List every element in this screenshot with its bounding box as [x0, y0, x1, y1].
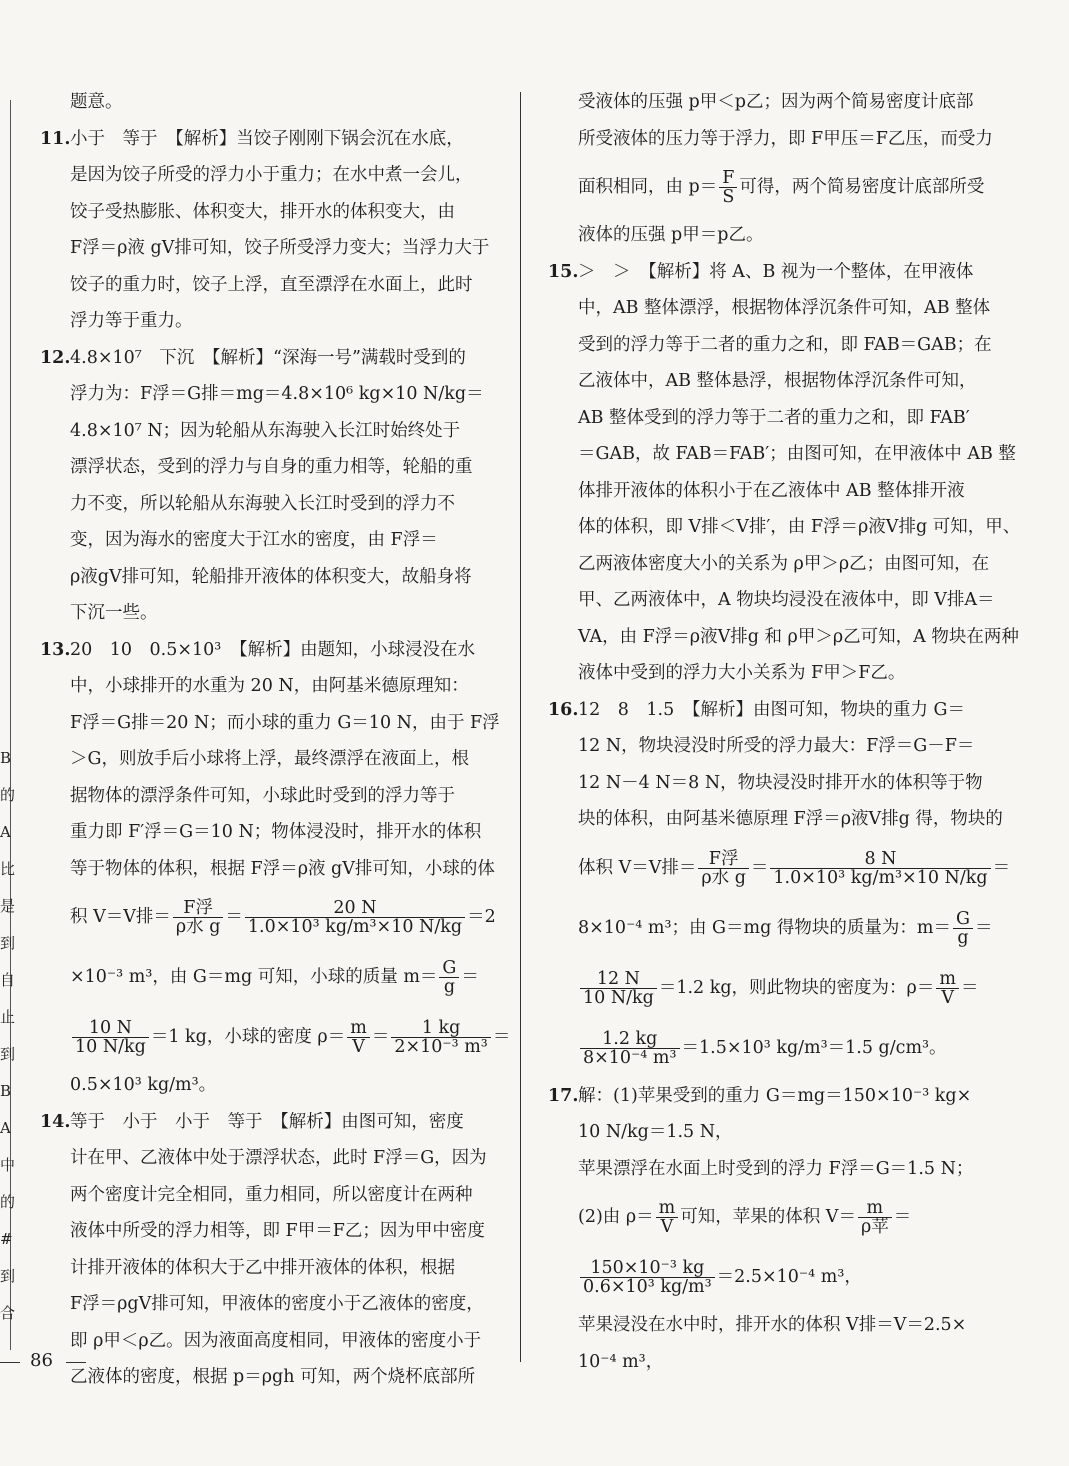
text-line: 变，因为海水的密度大于江水的密度，由 F浮＝ [70, 530, 438, 550]
denominator: V [660, 1217, 674, 1237]
text-line: 题意。 [70, 92, 123, 112]
text-line: 体排开液体的体积小于在乙液体中 AB 整体排开液 [578, 480, 965, 501]
numerator: 150×10⁻³ kg [580, 1259, 715, 1278]
formula-line [40, 1007, 510, 1067]
cropped-edge-text [0, 740, 16, 1332]
text-fragment: 积 V＝V排＝ [70, 907, 171, 927]
text-line: 乙两液体密度大小的关系为 ρ甲＞ρ乙；由图可知，在 [578, 553, 990, 574]
text-line: 0.5×10³ kg/m³。 [70, 1075, 217, 1095]
denominator: ρ水 g [175, 917, 221, 937]
numerator: F [719, 169, 737, 188]
formula-line [40, 947, 510, 1007]
fraction [953, 910, 973, 947]
answer-17 [548, 1078, 1018, 1381]
question-number: 12. [40, 347, 71, 368]
fraction [391, 1019, 491, 1056]
edge-char: 止 [0, 1008, 16, 1026]
edge-char: 到 [0, 1045, 16, 1063]
numerator: m [656, 1199, 679, 1218]
text-line: ＞G，则放手后小球将上浮，最终漂浮在液面上，根 [70, 749, 469, 769]
denominator: V [941, 987, 954, 1008]
text-line: 体的体积，即 V排＜V排′，由 F浮＝ρ液V排g 可知，甲、 [578, 517, 1021, 537]
text-line: 液体中受到的浮力大小关系为 F甲＞F乙。 [578, 663, 906, 683]
denominator: 0.6×10³ kg/m³ [583, 1277, 712, 1297]
column-divider [520, 92, 521, 1362]
text-line: 受到的浮力等于二者的重力之和，即 FAB＝GAB；在 [578, 334, 992, 355]
text-line: ＝GAB，故 FAB＝FAB′；由图可知，在甲液体中 AB 整 [578, 444, 1016, 464]
text-fragment: ＝ [371, 1027, 390, 1047]
text-line: 漂浮状态，受到的浮力与自身的重力相等，轮船的重 [70, 457, 473, 477]
fraction [72, 1019, 149, 1056]
text-line: VA，由 F浮＝ρ液V排g 和 ρ甲＞ρ乙可知，A 物块在两种 [578, 626, 1019, 647]
text-line: 液体中所受的浮力相等，即 F甲＝F乙；因为甲中密度 [70, 1221, 485, 1241]
text-line: 苹果浸没在水中时，排开水的体积 V排＝V＝2.5× [578, 1315, 967, 1335]
fraction [580, 970, 657, 1007]
numerator: 1 kg [391, 1019, 491, 1038]
text-fragment: ＝1.5×10³ kg/m³＝1.5 g/cm³。 [681, 1037, 947, 1058]
numerator: m [858, 1199, 892, 1218]
text-line: 中，小球排开的水重为 20 N，由阿基米德原理知： [70, 676, 469, 696]
formula-line [548, 898, 1018, 958]
text-line: 下沉一些。 [70, 603, 158, 623]
formula-line: 体积 V＝V排＝ $\frac{\text{F浮}}{\text{ρ水 g}}$ ＝ $\frac{8 N}{\text{1.0×10³ kg/m³×10 N/kg}}$ ＝ [578, 848, 1011, 888]
text-line: 两个密度计完全相同，重力相同，所以密度计在两种 [70, 1184, 473, 1205]
text-line: 10 N/kg＝1.5 N， [578, 1122, 733, 1142]
formula-line [548, 1187, 1018, 1247]
fraction [698, 850, 749, 887]
text-line: 是因为饺子所受的浮力小于重力；在水中煮一会儿， [70, 165, 473, 185]
text-line: 中，AB 整体漂浮，根据物体浮沉条件可知，AB 整体 [578, 298, 991, 318]
numerator: F浮 [698, 850, 749, 869]
text-fragment: ＝1.2 kg，则此物块的密度为：ρ＝ [658, 977, 935, 998]
numerator: m [936, 970, 959, 989]
left-column [40, 84, 510, 1396]
denominator: 10 N/kg [583, 987, 654, 1008]
right-column [548, 84, 1021, 1380]
page-number: 86 [30, 1350, 53, 1371]
text-line: F浮＝G排＝20 N；而小球的重力 G＝10 N，由于 F浮 [70, 712, 500, 733]
text-fragment: ＝ [461, 967, 479, 987]
text-line: 乙液体中，AB 整体悬浮，根据物体浮沉条件可知， [578, 371, 977, 391]
numerator: 8 N [770, 850, 990, 869]
text-fragment: 面积相同，由 p＝ [578, 177, 718, 197]
edge-char: # [0, 1230, 13, 1248]
fraction [936, 970, 959, 1007]
numerator: G [953, 910, 973, 929]
text-line: 小于 等于 【解析】当饺子刚刚下锅会沉在水底， [70, 128, 464, 149]
answer-15 [548, 254, 1021, 692]
formula-line: 积 V＝V排＝ $\frac{\text{F浮}}{\text{ρ水 g}}$ ＝ $\frac{20 N}{\text{1.0×10³ kg/m³×10 N/kg}}$ ＝2 [70, 898, 496, 937]
text-line: 苹果漂浮在水面上时受到的浮力 F浮＝G＝1.5 N； [578, 1158, 974, 1179]
formula-line [548, 958, 1018, 1018]
text-fragment: ＝ [893, 1207, 912, 1227]
question-number: 11. [40, 128, 71, 149]
text-line: 力不变，所以轮船从东海驶入长江时受到的浮力不 [70, 493, 455, 514]
denominator: S [722, 187, 735, 207]
text-fragment: ×10⁻³ m³，由 G＝mg 可知，小球的质量 m＝ [70, 967, 438, 987]
text-line: 12 8 1.5 【解析】由图可知，物块的重力 G＝ [578, 699, 966, 720]
text-line: 饺子受热膨胀、体积变大，排开水的体积变大，由 [70, 201, 455, 222]
numerator: 20 N [245, 899, 465, 918]
text-fragment: 可知，苹果的体积 V＝ [680, 1207, 856, 1227]
text-fragment: ＝2 [467, 907, 496, 927]
text-line: 20 10 0.5×10³ 【解析】由题知，小球浸没在水 [70, 639, 476, 660]
edge-char: A [0, 1119, 11, 1137]
text-fragment: ＝ [974, 917, 993, 938]
edge-char: B [0, 1082, 12, 1100]
fraction [858, 1199, 892, 1236]
text-line: 饺子的重力时，饺子上浮，直至漂浮在水面上，此时 [70, 274, 473, 295]
denominator: 1.0×10³ kg/m³×10 N/kg [247, 917, 463, 937]
text-fragment: 可得，两个简易密度计底部所受 [739, 177, 985, 197]
answer-11 [40, 121, 510, 340]
edge-char: 到 [0, 1267, 16, 1285]
denominator: 8×10⁻⁴ m³ [583, 1047, 677, 1068]
text-line: 浮力等于重力。 [70, 311, 193, 331]
denominator: 10 N/kg [75, 1037, 146, 1057]
footer-rule [0, 1362, 20, 1363]
text-fragment: (2)由 ρ＝ [578, 1207, 654, 1227]
answer-16 [548, 692, 1018, 1078]
fraction [347, 1019, 370, 1056]
fraction [656, 1199, 679, 1236]
text-line: 即 ρ甲＜ρ乙。因为液面高度相同，甲液体的密度小于 [70, 1330, 482, 1351]
text-line: AB 整体受到的浮力等于二者的重力之和，即 FAB′ [578, 407, 970, 428]
text-line: 受液体的压强 p甲＜p乙；因为两个简易密度计底部 [578, 92, 974, 112]
numerator: 1.2 kg [580, 1030, 680, 1049]
edge-char: B [0, 749, 12, 767]
numerator: m [347, 1019, 370, 1038]
text-fragment: ＝ [492, 1027, 511, 1047]
text-line: 据物体的漂浮条件可知，小球此时受到的浮力等于 [70, 785, 455, 806]
edge-char: 的 [0, 1193, 16, 1211]
numerator: G [439, 959, 459, 978]
denominator: ρ水 g [701, 867, 746, 888]
text-fragment: ＝ [960, 977, 979, 998]
question-number: 13. [40, 639, 71, 660]
fraction [439, 959, 459, 996]
text-line: 所受液体的压力等于浮力，即 F甲压＝F乙压，而受力 [578, 128, 993, 149]
answer-12 [40, 340, 510, 632]
question-number: 17. [548, 1085, 579, 1106]
question-number: 15. [548, 261, 579, 282]
fraction [245, 899, 465, 936]
text-line: F浮＝ρgV排可知，甲液体的密度小于乙液体的密度， [70, 1294, 484, 1314]
edge-char: 是 [0, 897, 16, 915]
edge-char: 自 [0, 971, 16, 989]
text-line: 等于 小于 小于 等于 【解析】由图可知，密度 [70, 1111, 464, 1132]
text-fragment: ＝2.5×10⁻⁴ m³， [716, 1267, 862, 1287]
footer-rule [66, 1362, 86, 1363]
edge-char: 到 [0, 934, 16, 952]
edge-char: 合 [0, 1304, 16, 1322]
text-line: 12 N，物块浸没时所受的浮力最大：F浮＝G－F＝ [578, 736, 975, 756]
text-fragment: 体积 V＝V排＝ [578, 857, 697, 878]
denominator: 2×10⁻³ m³ [394, 1037, 488, 1057]
edge-char: 中 [0, 1156, 16, 1174]
fraction [580, 1030, 680, 1067]
text-line: 解：(1)苹果受到的重力 G＝mg＝150×10⁻³ kg× [578, 1085, 972, 1106]
edge-char: A [0, 823, 11, 841]
numerator: 10 N [72, 1019, 149, 1038]
formula-line [548, 1247, 1018, 1307]
text-line: F浮＝ρ液 gV排可知，饺子所受浮力变大；当浮力大于 [70, 238, 490, 258]
denominator: 1.0×10³ kg/m³×10 N/kg [773, 867, 988, 888]
text-fragment: ＝1 kg，小球的密度 ρ＝ [150, 1027, 346, 1047]
text-fragment: 8×10⁻⁴ m³；由 G＝mg 得物块的质量为：m＝ [578, 917, 951, 938]
fraction [719, 169, 737, 206]
question-number: 16. [548, 699, 579, 720]
text-line: ＞ ＞ 【解析】将 A、B 视为一个整体，在甲液体 [578, 261, 974, 282]
text-line: 4.8×10⁷ 下沉 【解析】“深海一号”满载时受到的 [70, 347, 466, 368]
numerator: F浮 [173, 899, 224, 918]
text-line: 块的体积，由阿基米德原理 F浮＝ρ液V排g 得，物块的 [578, 809, 1003, 829]
denominator: g [443, 977, 456, 997]
text-fragment: ＝ [992, 857, 1011, 878]
denominator: V [352, 1037, 365, 1057]
text-line: 10⁻⁴ m³， [578, 1351, 664, 1372]
text-line: 4.8×10⁷ N；因为轮船从东海驶入长江时始终处于 [70, 420, 461, 441]
text-line: 计在甲、乙液体中处于漂浮状态，此时 F浮＝G，因为 [70, 1148, 487, 1168]
denominator: ρ苹 [860, 1217, 889, 1237]
answer-14 [40, 1104, 510, 1396]
text-line: ρ液gV排可知，轮船排开液体的体积变大，故船身将 [70, 566, 472, 587]
denominator: g [957, 927, 969, 948]
text-line: 乙液体的密度，根据 p＝ρgh 可知，两个烧杯底部所 [70, 1367, 476, 1387]
text-line: 计排开液体的体积大于乙中排开液体的体积，根据 [70, 1257, 455, 1278]
edge-char: 的 [0, 786, 16, 804]
numerator: 12 N [580, 970, 657, 989]
text-line: 浮力为：F浮＝G排＝mg＝4.8×10⁶ kg×10 N/kg＝ [70, 384, 484, 404]
fraction [580, 1259, 715, 1296]
text-line: 等于物体的体积，根据 F浮＝ρ液 gV排可知，小球的体 [70, 858, 495, 879]
text-line: 液体的压强 p甲＝p乙。 [578, 225, 764, 245]
edge-char: 比 [0, 860, 16, 878]
text-line: 重力即 F′浮＝G＝10 N；物体浸没时，排开水的体积 [70, 822, 482, 842]
text-line: 12 N－4 N＝8 N，物块浸没时排开水的体积等于物 [578, 772, 983, 793]
fraction [770, 850, 990, 887]
fraction [173, 899, 224, 936]
question-number: 14. [40, 1111, 71, 1132]
text-line: 甲、乙两液体中，A 物块均浸没在液体中，即 V排A＝ [578, 590, 995, 610]
formula-line [548, 1018, 1018, 1078]
answer-13 [40, 632, 510, 1104]
formula-line [548, 157, 1018, 217]
